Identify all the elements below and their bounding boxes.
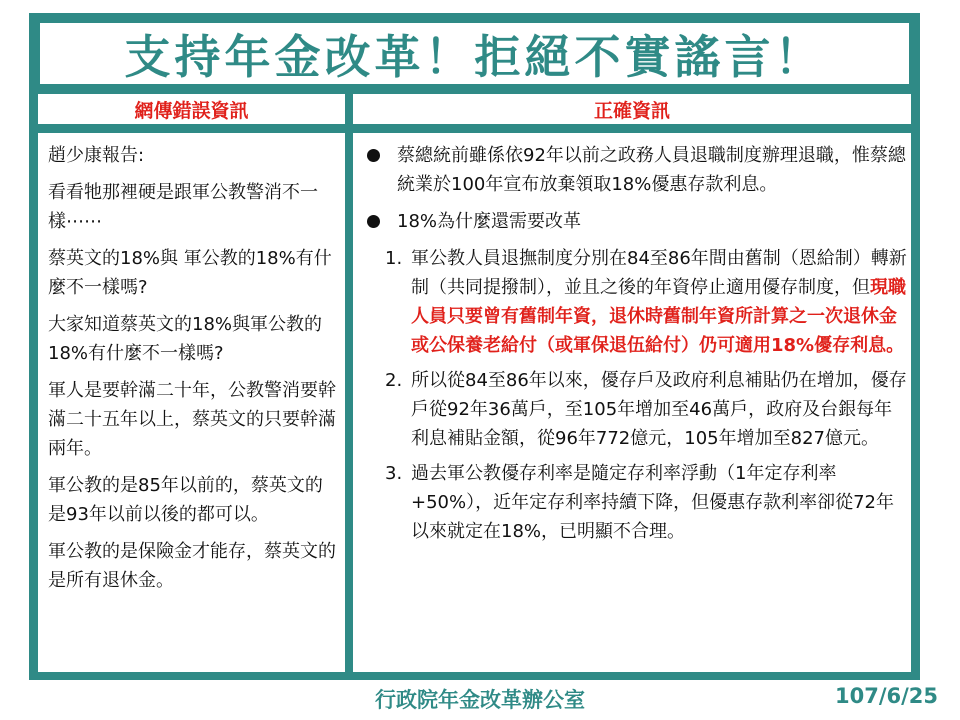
rumor-paragraph: 軍公教的是保險金才能存，蔡英文的是所有退休金。: [48, 541, 336, 591]
rumor-paragraph: 趙少康報告:: [48, 145, 145, 166]
item-text: 軍公教人員退撫制度分別在84至86年間由舊制（恩給制）轉新制（共同提撥制），並且之後的年資停止適用優存制度，但: [411, 248, 907, 298]
left-header-label: 網傳錯誤資訊: [134, 99, 249, 122]
footer-organization: 行政院年金改革辦公室: [375, 688, 585, 712]
item-text: 所以從84至86年以來，優存戶及政府利息補貼仍在增加，優存戶從92年36萬戶，至105年增加至46萬戶，政府及台銀每年利息補貼金額，從96年772億元，105年增加至827億元。: [411, 370, 907, 449]
rumor-paragraph: 看看牠那裡硬是跟軍公教警消不一樣⋯⋯: [48, 182, 318, 232]
numbered-item: [365, 459, 907, 546]
correct-info-panel: [353, 133, 911, 672]
title-banner: [38, 21, 911, 86]
item-number: 2.: [385, 370, 403, 391]
rumor-paragraph: 大家知道蔡英文的18%與軍公教的18%有什麼不一樣嗎?: [48, 314, 323, 364]
right-column-header: [353, 94, 911, 124]
rumor-paragraph: 軍人是要幹滿二十年，公教警消要幹滿二十五年以上，蔡英文的只要幹滿兩年。: [48, 380, 336, 459]
item-number: 3.: [385, 463, 403, 484]
bullet-item: [365, 207, 907, 236]
right-header-label: 正確資訊: [593, 99, 670, 122]
highlight-text: 現職人員只要曾有舊制年資，退休時舊制年資所計算之一次退休金或公保養老給付（或軍保退伍給付）仍可適用18%優存利息。: [411, 277, 906, 356]
numbered-item: [365, 244, 907, 360]
page-title: 支持年金改革！拒絕不實謠言！: [124, 29, 825, 84]
bullet-text: 18%為什麼還需要改革: [397, 211, 582, 232]
bullet-icon: [367, 215, 380, 228]
footer-date: 107/6/25: [834, 684, 938, 708]
misinformation-panel: [38, 133, 345, 672]
left-column-header: [38, 94, 345, 124]
item-number: 1.: [385, 248, 403, 269]
bullet-item: [365, 141, 907, 199]
rumor-paragraph: 蔡英文的18%與 軍公教的18%有什麼不一樣嗎?: [48, 248, 332, 298]
bullet-text: 蔡總統前雖係依92年以前之政務人員退職制度辦理退職，惟蔡總統業於100年宣布放棄領取18%優惠存款利息。: [397, 145, 906, 195]
bullet-icon: [367, 149, 380, 162]
item-text: 過去軍公教優存利率是隨定存利率浮動（1年定存利率+50%），近年定存利率持續下降，但優惠存款利率卻從72年以來就定在18%，已明顯不合理。: [411, 463, 894, 542]
numbered-item: [365, 366, 907, 453]
rumor-paragraph: 軍公教的是85年以前的，蔡英文的是93年以前以後的都可以。: [48, 475, 323, 525]
